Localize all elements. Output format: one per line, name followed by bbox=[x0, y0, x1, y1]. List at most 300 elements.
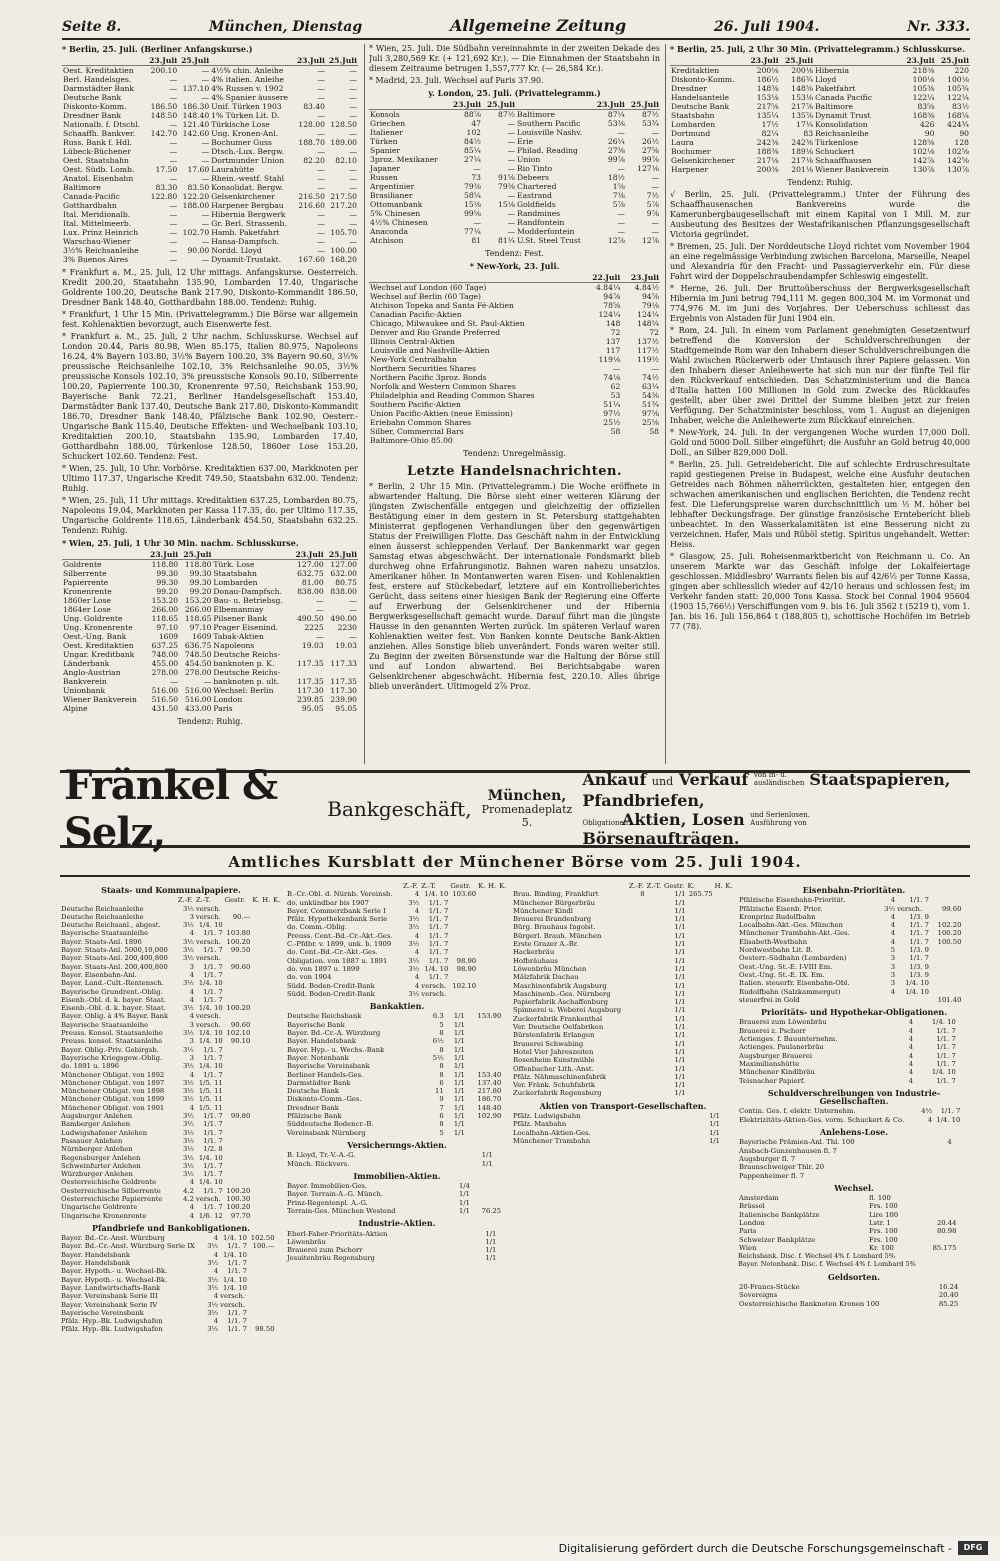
row-value: 5⅞ bbox=[646, 200, 659, 209]
table-row bbox=[62, 255, 358, 264]
row-value: 1/5. 11 bbox=[198, 1095, 223, 1104]
row-value bbox=[272, 1095, 282, 1103]
row-value: — bbox=[316, 596, 324, 605]
row-label: Oesterreichische Goldrente bbox=[61, 1178, 157, 1187]
row-value: 1/1 bbox=[453, 1120, 465, 1129]
ad-word-obligationen: Obligationen bbox=[582, 819, 629, 827]
row-label: Münchener Obligat. von 1901 bbox=[61, 1103, 165, 1112]
row-value bbox=[628, 1048, 646, 1056]
row-value: 25⅝ bbox=[641, 418, 659, 427]
row-value bbox=[967, 971, 970, 979]
row-value bbox=[251, 1170, 261, 1178]
row-value bbox=[686, 990, 713, 998]
table-row bbox=[369, 155, 660, 164]
row-label: Südd. Boden-Credit-Bank bbox=[287, 981, 375, 990]
row-value: — bbox=[349, 210, 357, 219]
row-value: 1/6. 12 bbox=[198, 1211, 223, 1220]
ad-address bbox=[481, 787, 573, 829]
row-value: 4 bbox=[189, 1178, 194, 1187]
row-label: Konsols bbox=[370, 110, 400, 119]
column-rule bbox=[665, 44, 666, 764]
row-label: Oesterreichische Banknoten Kronen 100 bbox=[739, 1299, 880, 1308]
table-row bbox=[369, 209, 660, 218]
column-header bbox=[210, 56, 294, 66]
row-label: Brauerei Brandenburg bbox=[513, 915, 592, 924]
table-row bbox=[286, 973, 508, 981]
table-row bbox=[512, 1065, 734, 1073]
row-value bbox=[466, 1129, 502, 1137]
row-value bbox=[498, 907, 508, 915]
row-value bbox=[714, 890, 725, 898]
row-value: 100.20 bbox=[226, 937, 251, 946]
row-label: do. 1891 u. 1896 bbox=[61, 1062, 120, 1071]
row-value bbox=[730, 1129, 734, 1137]
row-value: 1/1. 7 bbox=[203, 1170, 223, 1179]
row-value bbox=[487, 890, 498, 898]
row-value: 424¾ bbox=[947, 120, 969, 129]
row-value: 19.03 bbox=[301, 641, 324, 650]
column-header: 22.Juli bbox=[583, 273, 622, 283]
row-label: B.-Cr.-Obl. d. Nürnb. Vereinsb. bbox=[287, 890, 393, 899]
row-value bbox=[646, 1081, 663, 1089]
row-value bbox=[272, 1212, 282, 1220]
row-value bbox=[291, 668, 324, 677]
row-value bbox=[724, 1023, 734, 1031]
row-value: — bbox=[169, 138, 178, 147]
row-value bbox=[471, 1199, 502, 1207]
row-value: — bbox=[349, 84, 357, 93]
row-value: Bochumer Guss bbox=[211, 138, 272, 147]
row-label: Braunschweiger Thlr. 20 bbox=[739, 1163, 825, 1172]
row-value: — bbox=[349, 147, 357, 156]
table-row bbox=[512, 982, 734, 990]
row-label: Bayerische Staatsanleihe bbox=[61, 1020, 149, 1029]
row-value: 78⅝ bbox=[603, 301, 621, 310]
row-value: 7⅜ bbox=[612, 191, 625, 200]
table-row bbox=[60, 1112, 282, 1120]
row-label: Maschinenb.-Ges. Nürnberg bbox=[513, 989, 611, 998]
getreidebericht: * Berlin, 25. Juli. Getreidebericht. Die auf schlechte Erdruschresultate rapid gestiegenen Preise in Budapest, welche eine Ausfuhr deutschen Getreides nach Böhmen näherrückten, gestalteten hier, entgegen den schwachen amerikanischen und englischen Berichten, die Tendenz recht fest. Die Lieferungspreise waren durchschnittlich um ½ M. höher bei lebhafter Deckungsfrage. Der günstige französische Ernteberícht blieb unbeachtet. In den Wasserkalamitäten ist eine Besserung nicht zu verzeichnen. Hafer, Mais und Rüböl stetig. Spiritus ungehandelt. Wetter: Heiss. bbox=[670, 460, 970, 549]
row-value: 97.10 bbox=[156, 623, 179, 632]
column-header: Gestr. bbox=[224, 896, 246, 905]
row-value: 7 bbox=[439, 1103, 444, 1112]
row-value: 1/1. 7 bbox=[203, 1070, 223, 1079]
table-row bbox=[286, 1230, 508, 1238]
row-value: 4 bbox=[908, 1051, 914, 1060]
row-value: 1/1. 7 bbox=[227, 1267, 247, 1276]
row-value: 3 bbox=[189, 962, 194, 971]
row-label: Deutsche Reichsbank bbox=[287, 1012, 362, 1021]
row-label: Bayerische Staatsanleihe bbox=[61, 929, 149, 938]
table-row bbox=[286, 957, 508, 965]
row-value bbox=[724, 990, 734, 998]
row-value: 122.80 bbox=[150, 192, 178, 201]
row-value: — bbox=[507, 146, 516, 155]
row-label: Regensburger Anlehen bbox=[61, 1153, 141, 1162]
row-value bbox=[646, 990, 663, 998]
row-value bbox=[646, 915, 663, 923]
row-value: 82.10 bbox=[335, 156, 357, 165]
london-table bbox=[369, 100, 660, 245]
row-value bbox=[224, 1170, 252, 1178]
row-value bbox=[224, 921, 252, 929]
row-value bbox=[967, 1291, 970, 1299]
row-value bbox=[224, 1079, 252, 1087]
row-value: Paris bbox=[213, 704, 233, 713]
row-value: — bbox=[317, 147, 325, 156]
row-value: 1/4. 10 bbox=[223, 1234, 247, 1243]
row-value bbox=[251, 921, 261, 929]
row-value: 2225 bbox=[304, 623, 324, 632]
table-row bbox=[286, 1120, 508, 1128]
kursblatt-col-2 bbox=[286, 882, 508, 1527]
table-row bbox=[738, 1052, 970, 1060]
row-value: 1⅝ bbox=[612, 182, 625, 191]
row-label: Papierrente bbox=[63, 578, 109, 587]
row-value bbox=[280, 1267, 282, 1275]
row-value: 3½ bbox=[207, 1308, 219, 1317]
row-value: — bbox=[317, 219, 325, 228]
row-value: 117.30 bbox=[330, 686, 357, 695]
row-value bbox=[272, 946, 282, 954]
row-value: 102.50 bbox=[250, 1234, 275, 1243]
row-value: 51¼ bbox=[603, 400, 621, 409]
row-label: Ver. Deutsche Oelfabriken bbox=[513, 1023, 604, 1032]
row-value: 100.20 bbox=[226, 1203, 251, 1212]
row-value: versch. bbox=[195, 937, 221, 946]
row-value: 90 bbox=[924, 129, 935, 138]
row-value: 99.60 bbox=[941, 904, 962, 913]
row-value bbox=[251, 1178, 261, 1186]
row-value: 516.00 bbox=[184, 686, 212, 695]
table-row bbox=[369, 427, 660, 436]
table-row bbox=[286, 1207, 508, 1215]
row-value bbox=[724, 1065, 734, 1073]
row-value bbox=[646, 1006, 663, 1014]
row-value bbox=[646, 1048, 663, 1056]
table-row bbox=[60, 1104, 282, 1112]
row-value bbox=[917, 1211, 958, 1219]
row-value: — bbox=[317, 129, 325, 138]
table-row bbox=[60, 938, 282, 946]
row-value bbox=[505, 1021, 508, 1029]
row-value bbox=[714, 965, 725, 973]
row-value: 217⅞ bbox=[791, 102, 814, 111]
row-value: 3½ bbox=[182, 946, 194, 955]
table-row bbox=[512, 1031, 734, 1039]
row-value bbox=[248, 1292, 276, 1300]
row-value bbox=[261, 946, 272, 954]
row-value: 105⅜ bbox=[912, 84, 935, 93]
row-label: Ver. Fränk. Schuhfabrik bbox=[513, 1081, 596, 1090]
column-1 bbox=[62, 44, 358, 766]
row-value: 1/1. 7 bbox=[940, 1107, 961, 1116]
berlin-closing-title: * Berlin, 25. Juli, 2 Uhr 30 Min. (Privattelegramm.) Schlusskurse. bbox=[670, 44, 965, 54]
row-value bbox=[646, 957, 663, 965]
row-value: 20.40 bbox=[938, 1291, 959, 1300]
row-label: Eisenb.-Obl. d. k. bayer. Staat. bbox=[61, 995, 166, 1004]
issue-date: 26. Juli 1904. bbox=[714, 19, 820, 35]
table-row bbox=[369, 364, 660, 373]
row-value bbox=[505, 1190, 508, 1198]
row-value: 103.60 bbox=[452, 890, 477, 899]
row-value bbox=[686, 940, 713, 948]
row-value: — bbox=[349, 66, 357, 75]
row-label: Deutsche Reichsanleihe bbox=[61, 904, 144, 913]
column-header: 25.Juli bbox=[482, 100, 516, 110]
row-value: 99.20 bbox=[156, 587, 179, 596]
row-value bbox=[503, 1160, 508, 1168]
row-label: Oest. Südb. Lomb. bbox=[63, 165, 135, 174]
row-label: Bayer. Vereinsbank Serie IV bbox=[61, 1300, 158, 1309]
row-value: 90 bbox=[959, 129, 969, 138]
table-row bbox=[369, 382, 660, 391]
row-value bbox=[628, 1081, 646, 1089]
row-value: 3½ bbox=[182, 1136, 194, 1145]
row-label: Darmstädter Bank bbox=[287, 1078, 351, 1087]
row-label: Bayer. Commerzbank Serie I bbox=[287, 906, 386, 915]
row-value: 142⅞ bbox=[912, 156, 935, 165]
row-value: 4 bbox=[213, 1267, 219, 1276]
row-value bbox=[498, 957, 508, 965]
row-value: 1/1. 7 bbox=[227, 1325, 247, 1334]
row-label: Rosenheim Kunstmühle bbox=[513, 1056, 595, 1065]
row-value bbox=[967, 1194, 970, 1202]
row-value bbox=[714, 990, 725, 998]
row-label: Bürgerl. Brauh. München bbox=[513, 931, 602, 940]
row-value: 119⅛ bbox=[598, 355, 621, 364]
row-label: Denver and Rio Grande Preferred bbox=[370, 328, 501, 337]
row-value: 516.50 bbox=[151, 695, 179, 704]
row-value bbox=[646, 1023, 663, 1031]
row-value: 90.10 bbox=[230, 1037, 251, 1046]
table-row bbox=[62, 560, 358, 570]
row-label: Bayerische Grundrent.-Oblig. bbox=[61, 987, 163, 996]
row-value bbox=[251, 905, 261, 913]
row-label: Bamberger Anlehen bbox=[61, 1120, 131, 1129]
row-value bbox=[942, 1163, 953, 1171]
row-value bbox=[714, 915, 725, 923]
row-label: do. Cent.-Bd.-Cr.-Akt.-Ges. bbox=[287, 948, 378, 957]
row-value: 3½ bbox=[182, 954, 194, 963]
row-label: Elektrizitäts-Aktien-Ges. vorm. Schuckert & Co. bbox=[739, 1115, 905, 1124]
row-label: Münchener Obligat. von 1899 bbox=[61, 1095, 165, 1104]
table-row bbox=[738, 1147, 970, 1155]
row-value bbox=[248, 1284, 276, 1292]
table-row bbox=[62, 596, 358, 605]
rom-konversion: * Rom, 24. Juli. In einem vom Parlament genehmigten Gesetzentwurf betreffend die Konversion der Schuldverschreibungen der Stadtgemeinde Rom war den Inhabern dieser Schuldverschreibungen die Wahl zwischen Rückerwerb oder Umtausch ihrer Papiere gelassen. Von den Inhabern dieser Anleihewerte hat sich nun nur der fünfte Teil für den Rückverkauf entschieden. Das Schatzministerium und die Banca d'Italia hatten 100 Millionen in Gold zum Zwecke des Rückkaufes gestellt, aber über zwei Drittel der Summe bleiben jetzt zur freien Verfügung. Der Schatzminister beschloss, vom 1. August an diejenigen Inhaber, welche die Anleihewerte zum Rückkauf einreichen. bbox=[670, 326, 970, 425]
row-value bbox=[272, 1004, 282, 1012]
row-value: 4 bbox=[189, 970, 194, 979]
row-label: steuerfrei in Gold bbox=[739, 995, 800, 1004]
row-value: 431.50 bbox=[151, 704, 179, 713]
row-value bbox=[714, 1048, 725, 1056]
row-value: 1/1. 7 bbox=[227, 1317, 247, 1326]
row-value: — bbox=[349, 174, 357, 183]
row-value: 1/1 bbox=[674, 923, 686, 932]
row-value bbox=[628, 1031, 646, 1039]
ad-street: Promenadeplatz 5. bbox=[481, 802, 573, 829]
row-value bbox=[968, 1116, 970, 1124]
row-value: Wiener Bankverein bbox=[815, 165, 889, 174]
row-label: Oest. Staatsbahn bbox=[63, 156, 129, 165]
row-value: 1/1 bbox=[674, 973, 686, 982]
row-value: 200⅛ bbox=[756, 66, 779, 75]
row-value: 4 bbox=[414, 890, 420, 899]
row-value bbox=[325, 668, 358, 677]
row-value bbox=[272, 1154, 282, 1162]
row-value bbox=[251, 1004, 261, 1012]
row-label: Bayer. Handelsbank bbox=[61, 1259, 131, 1268]
row-value bbox=[686, 932, 713, 940]
row-label: Ung. Kronenrente bbox=[63, 623, 133, 632]
row-value bbox=[628, 915, 646, 923]
row-value: versch. bbox=[421, 981, 447, 990]
row-value: 5 bbox=[890, 946, 896, 955]
row-label: B. Lloyd, Tr.-V.-A.-G. bbox=[287, 1151, 356, 1160]
kb-immobilien-title: Immobilien-Aktien. bbox=[353, 1170, 441, 1181]
row-value: 1/4. 10 bbox=[936, 1115, 961, 1124]
row-label: Süddeutsche Bodencr.-B. bbox=[287, 1120, 374, 1129]
ad-firm-name: Fränkel & Selz, bbox=[64, 762, 278, 856]
row-value: 99⅝ bbox=[463, 209, 482, 218]
table-row bbox=[62, 201, 358, 210]
row-value bbox=[261, 988, 272, 996]
row-value: Reichsanleihe bbox=[815, 129, 869, 138]
row-value bbox=[646, 1073, 663, 1081]
row-value bbox=[930, 913, 962, 921]
row-value bbox=[272, 1145, 282, 1153]
table-row bbox=[286, 1199, 508, 1207]
row-value: Goldfields bbox=[517, 200, 556, 209]
column-header: 23.Juli bbox=[745, 56, 779, 66]
row-value bbox=[272, 921, 282, 929]
table-row bbox=[738, 1202, 970, 1210]
row-value: 3½ bbox=[408, 898, 420, 907]
row-value: — bbox=[651, 218, 659, 227]
row-value bbox=[261, 929, 272, 937]
row-value: 1/1. 7 bbox=[936, 1043, 956, 1052]
table-row bbox=[60, 1012, 282, 1020]
column-header: 25.Juli bbox=[935, 56, 970, 66]
row-value: 4 bbox=[189, 1203, 194, 1212]
row-label: Brau. Binding, Frankfurt bbox=[513, 890, 599, 899]
row-label: Italien. steuerfr. Eisenbahn-Obl. bbox=[739, 979, 850, 988]
row-label: Hackerbräu bbox=[513, 948, 555, 957]
row-label: Louisville and Nashville-Aktien bbox=[370, 346, 490, 355]
row-value bbox=[261, 938, 272, 946]
row-value bbox=[466, 1054, 502, 1062]
table-row bbox=[738, 913, 970, 921]
row-value: U.St. Steel Trust bbox=[517, 236, 581, 245]
ad-city: München, bbox=[487, 787, 567, 804]
row-value: 4 bbox=[189, 929, 194, 938]
row-value bbox=[471, 1182, 502, 1190]
row-value: 4 bbox=[414, 973, 420, 982]
row-value: 8 bbox=[439, 1045, 444, 1054]
table-row bbox=[62, 147, 358, 156]
column-2 bbox=[369, 44, 660, 766]
row-value bbox=[224, 971, 252, 979]
row-value: 98.90 bbox=[456, 964, 477, 973]
row-value: 1/1. 7 bbox=[428, 948, 449, 957]
row-label: Rudolfbahn (Salzkammergut) bbox=[739, 987, 841, 996]
table-row bbox=[670, 84, 970, 93]
row-label: Bayerische Vereinsbank bbox=[61, 1308, 144, 1317]
row-value: 186.70 bbox=[477, 1095, 502, 1104]
row-value: 148⅜ bbox=[756, 84, 779, 93]
row-value: 1/1. 7 bbox=[936, 1026, 956, 1035]
row-label: Kreditaktien bbox=[671, 66, 720, 75]
table-row bbox=[286, 1079, 508, 1087]
row-value: 516.00 bbox=[184, 695, 212, 704]
column-header: K. bbox=[478, 882, 486, 890]
row-value bbox=[272, 1137, 282, 1145]
row-value bbox=[272, 1129, 282, 1137]
row-value bbox=[714, 1006, 725, 1014]
row-value bbox=[487, 915, 498, 923]
row-value bbox=[471, 1190, 502, 1198]
row-value bbox=[261, 1104, 272, 1112]
row-value bbox=[487, 923, 498, 931]
table-row bbox=[369, 301, 660, 310]
row-value: 83.40 bbox=[303, 102, 325, 111]
row-value bbox=[628, 899, 646, 907]
row-value: 4 bbox=[414, 981, 420, 990]
row-value: — bbox=[317, 183, 325, 192]
row-value: 1/1 bbox=[453, 1029, 465, 1038]
table-row bbox=[62, 659, 358, 668]
row-label: Zuckerfabrik Frankenthal bbox=[513, 1014, 603, 1023]
row-value bbox=[714, 1056, 725, 1064]
row-value bbox=[224, 1104, 252, 1112]
row-label: Bayerische Kriegsgew.-Oblig. bbox=[61, 1053, 163, 1062]
row-value: 266.00 bbox=[151, 605, 179, 614]
row-value: 17½ bbox=[761, 120, 779, 129]
row-value: 76.25 bbox=[481, 1206, 502, 1215]
row-value bbox=[251, 1104, 261, 1112]
row-value bbox=[686, 899, 713, 907]
row-value bbox=[724, 932, 734, 940]
row-value bbox=[505, 1095, 508, 1103]
row-value bbox=[967, 1052, 970, 1060]
row-value bbox=[714, 973, 725, 981]
row-value bbox=[251, 1212, 261, 1220]
table-row bbox=[60, 1259, 282, 1267]
row-value: — bbox=[349, 129, 357, 138]
berlin-schaaffhausen: √ Berlin, 25. Juli. (Privattelegramm.) Unter der Führung des Schaaffhausenschen Bankvereins wurde die Kamerunbergbaugesellschaft mit einem Kapital von 1 Mill. M. zur Ausbeutung des Besitzes der Westafrikanischen Pflanzungsgesellschaft Victoria gegründet. bbox=[670, 190, 970, 239]
table-row bbox=[286, 1029, 508, 1037]
row-value bbox=[505, 1182, 508, 1190]
row-value: 1/1 bbox=[674, 956, 686, 965]
row-value: 102.10 bbox=[226, 1029, 251, 1038]
row-value bbox=[505, 1129, 508, 1137]
column-header bbox=[512, 882, 628, 890]
table-row bbox=[62, 650, 358, 659]
row-value bbox=[224, 1087, 252, 1095]
table-row bbox=[62, 228, 358, 237]
column-header: 23.Juli bbox=[901, 56, 935, 66]
row-label: do. Comm.-Oblig. bbox=[287, 923, 348, 932]
row-value bbox=[248, 1267, 276, 1275]
row-value bbox=[646, 1065, 663, 1073]
row-value: Lire 100 bbox=[868, 1210, 899, 1219]
row-value: 1/5. 11 bbox=[198, 1103, 223, 1112]
row-value bbox=[628, 1056, 646, 1064]
row-value: 1/1 bbox=[674, 1031, 686, 1040]
row-value: 19.03 bbox=[335, 641, 357, 650]
row-label: Gelsenkirchener bbox=[671, 156, 735, 165]
